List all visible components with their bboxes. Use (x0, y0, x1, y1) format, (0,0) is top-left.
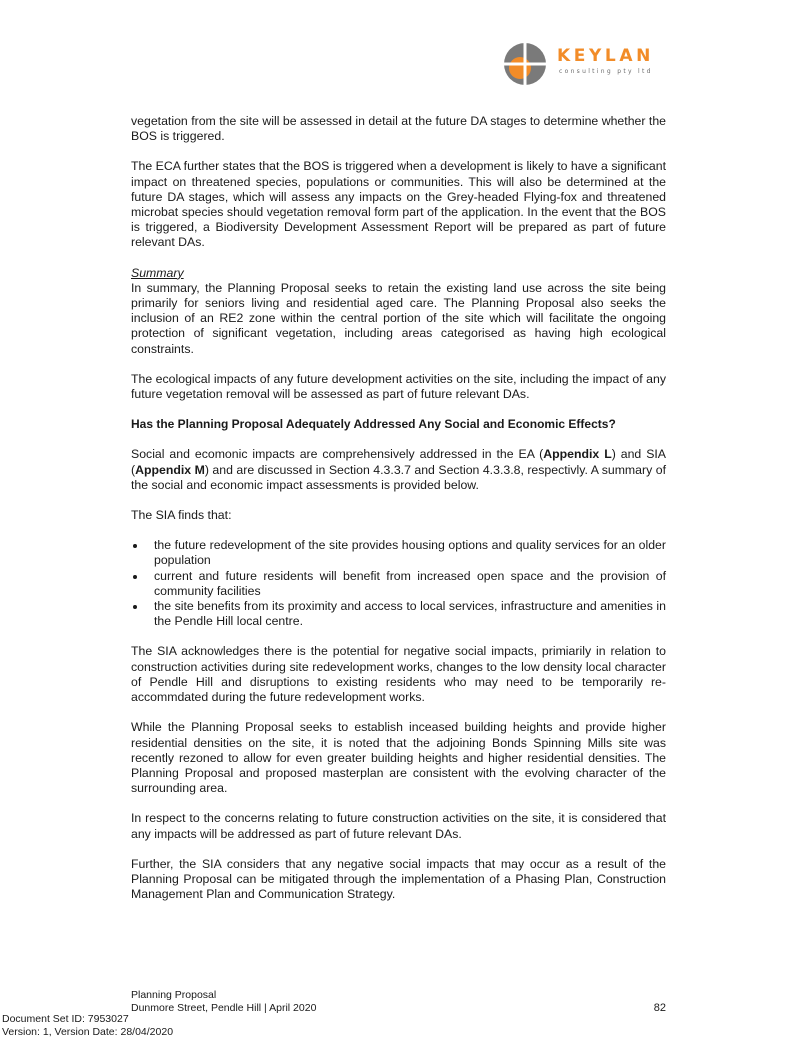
paragraph: vegetation from the site will be assessed in detail at the future DA stages to determine whether the BOS is triggered. (131, 114, 666, 144)
footer-subtitle: Dunmore Street, Pendle Hill | April 2020 (131, 1002, 317, 1014)
page-number: 82 (653, 1002, 666, 1014)
page-footer (131, 989, 666, 1015)
list-item: the site benefits from its proximity and access to local services, infrastructure and amenities in the Pendle Hill local centre. (131, 599, 666, 629)
list-item: the future redevelopment of the site provides housing options and quality services for an older population (131, 538, 666, 568)
appendix-m-ref: Appendix M (135, 462, 205, 477)
footer-title: Planning Proposal (131, 989, 217, 1001)
document-info (2, 1013, 173, 1039)
document-version: Version: 1, Version Date: 28/04/2020 (2, 1026, 174, 1038)
list-item: current and future residents will benefit from increased open space and the provision of community facilities (131, 569, 666, 599)
paragraph: In respect to the concerns relating to future construction activities on the site, it is considered that any impacts will be addressed as part of future relevant DAs. (131, 811, 666, 841)
document-set-id: Document Set ID: 7953027 (2, 1013, 129, 1025)
logo-tagline: consulting pty ltd (559, 68, 653, 75)
paragraph: The SIA finds that: (131, 508, 232, 523)
company-logo (503, 42, 683, 90)
findings-list (131, 538, 666, 629)
paragraph: In summary, the Planning Proposal seeks to retain the existing land use across the site being primarily for seniors living and residential aged care. The Planning Proposal also seeks the inclusion of an RE2 zone within the central portion of the site which will facilitate the ongoing protection of significant vegetation, including areas categorised as having high ecological constraints. (131, 280, 666, 356)
summary-heading: Summary (131, 265, 184, 280)
paragraph: The SIA acknowledges there is the potential for negative social impacts, primiarily in relation to construction activities during site redevelopment works, changes to the low density local character of Pendle Hill and disruptions to existing residents who may need to be temporarily re-accommdated during the future redevelopment works. (131, 644, 666, 705)
page-content (131, 114, 666, 902)
section-heading: Has the Planning Proposal Adequately Addressed Any Social and Economic Effects? (131, 417, 616, 432)
paragraph: The ecological impacts of any future development activities on the site, including the impact of any future vegetation removal will be assessed as part of future relevant DAs. (131, 371, 666, 402)
paragraph-appendix-refs: Social and ecomonic impacts are comprehensively addressed in the EA (Appendix L) and SIA (Appendix M) and are discussed in Section 4.3.3.7 and Section 4.3.3.8, respectivly. A summary of the social and economic impact assessments is provided below. (131, 447, 667, 492)
keylan-logo-icon (503, 42, 547, 86)
appendix-l-ref: Appendix L (543, 447, 612, 462)
paragraph: While the Planning Proposal seeks to establish inceased building heights and provide higher residential densities on the site, it is noted that the adjoining Bonds Spinning Mills site was recently rezoned to allow for even greater building heights and higher residential densities. The Planning Proposal and proposed masterplan are consistent with the evolving character of the surrounding area. (131, 720, 666, 796)
paragraph: The ECA further states that the BOS is triggered when a development is likely to have a significant impact on threatened species, populations or communities. This will also be determined at the future DA stages, which will assess any impacts on the Grey-headed Flying-fox and threatened microbat species should vegetation removal form part of the application. In the event that the BOS is triggered, a Biodiversity Development Assessment Report will be prepared as part of future relevant DAs. (131, 159, 666, 250)
logo-name: KEYLAN (557, 46, 654, 66)
paragraph: Further, the SIA considers that any negative social impacts that may occur as a result of the Planning Proposal can be mitigated through the implementation of a Phasing Plan, Construction Management Plan and Communication Strategy. (131, 856, 666, 902)
